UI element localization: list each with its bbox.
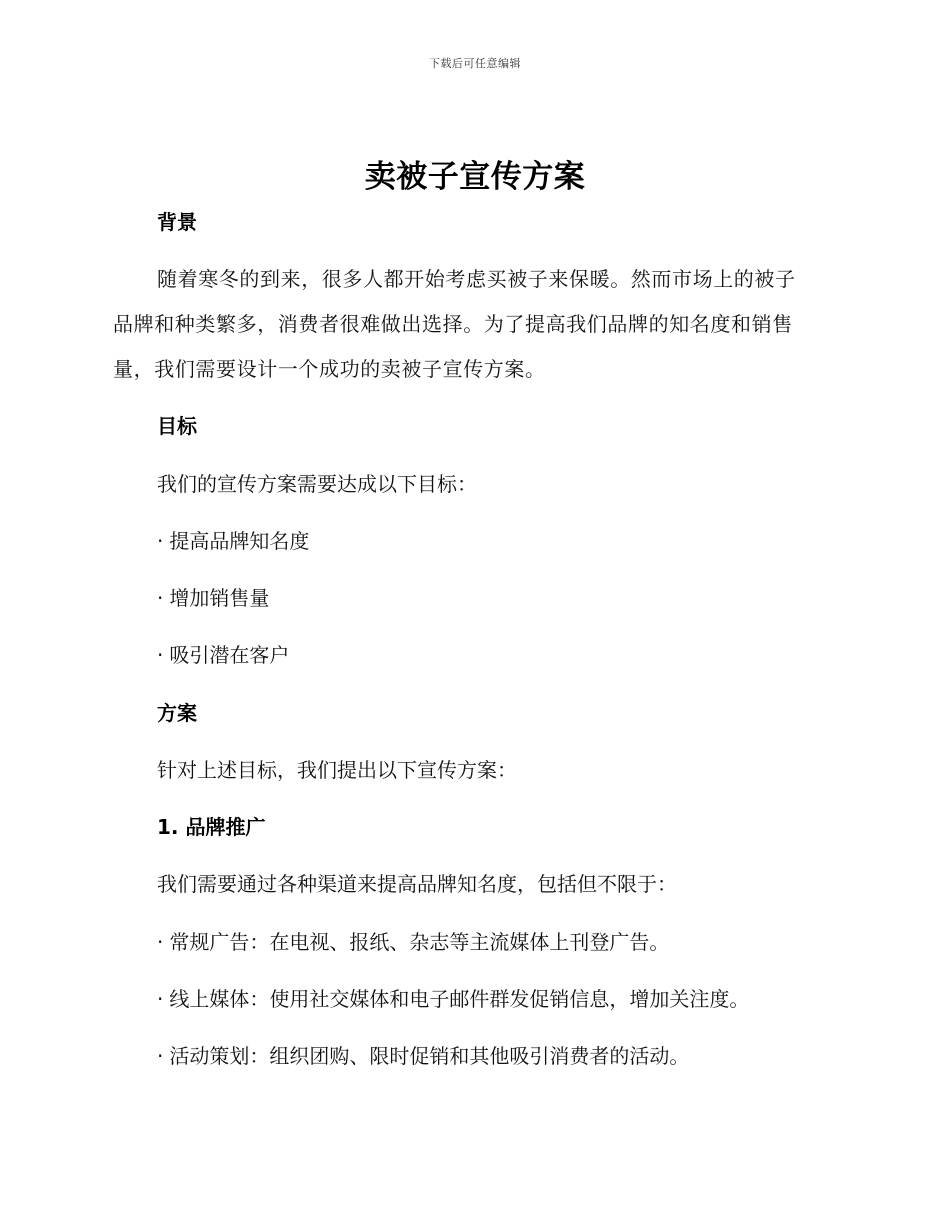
goal-item-text: 吸引潜在客户 (169, 643, 290, 667)
goal-item-text: 增加销售量 (169, 586, 270, 610)
section-heading-background: 背景 (157, 210, 197, 234)
goal-list-item (157, 527, 309, 555)
background-paragraph-line-1: 随着寒冬的到来，很多人都开始考虑买被子来保暖。然而市场上的被子 (157, 267, 796, 291)
bullet-icon: · (157, 1044, 164, 1068)
goal-item-text: 提高品牌知名度 (169, 529, 310, 553)
brand-list-item (157, 928, 669, 956)
brand-item-text: 活动策划：组织团购、限时促销和其他吸引消费者的活动。 (169, 1044, 690, 1068)
section-heading-goal: 目标 (157, 414, 197, 438)
background-paragraph-line-3: 量，我们需要设计一个成功的卖被子宣传方案。 (113, 357, 546, 381)
goal-list-item (157, 641, 289, 669)
bullet-icon: · (157, 987, 164, 1011)
header-note: 下载后可任意编辑 (429, 57, 521, 70)
brand-item-text: 常规广告：在电视、报纸、杂志等主流媒体上刊登广告。 (169, 930, 670, 954)
bullet-icon: · (157, 586, 164, 610)
background-paragraph-line-2: 品牌和种类繁多，消费者很难做出选择。为了提高我们品牌的知名度和销售 (113, 312, 793, 336)
brand-item-text: 线上媒体：使用社交媒体和电子邮件群发促销信息，增加关注度。 (169, 987, 750, 1011)
bullet-icon: · (157, 529, 164, 553)
bullet-icon: · (157, 643, 164, 667)
bullet-icon: · (157, 930, 164, 954)
brand-list-item (157, 985, 749, 1013)
section-heading-plan: 方案 (157, 701, 197, 725)
subsection-heading-brand: 1. 品牌推广 (157, 815, 266, 839)
document-title: 卖被子宣传方案 (364, 159, 586, 195)
plan-intro: 针对上述目标，我们提出以下宣传方案： (157, 758, 517, 782)
brand-intro: 我们需要通过各种渠道来提高品牌知名度，包括但不限于： (157, 872, 677, 896)
goal-intro: 我们的宣传方案需要达成以下目标： (157, 472, 477, 496)
brand-list-item (157, 1042, 689, 1070)
goal-list-item (157, 584, 269, 612)
